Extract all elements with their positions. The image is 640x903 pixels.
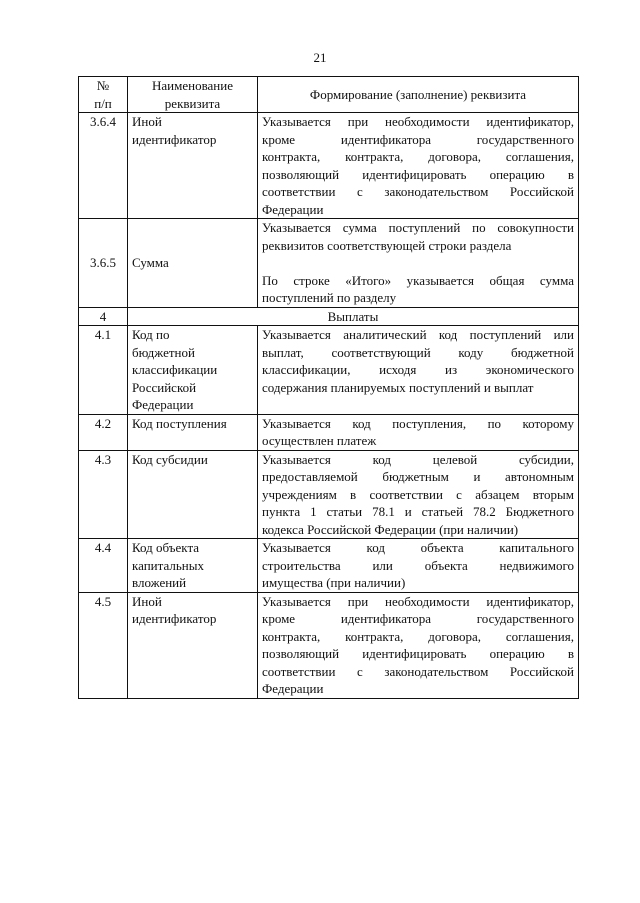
column-header-number-line: № [96, 78, 110, 93]
description-line: кроме идентификатора государственного [262, 611, 574, 626]
requisite-name-line: Сумма [132, 255, 169, 270]
requisite-name [128, 592, 258, 698]
description-line: Федерации [262, 201, 324, 217]
description-line: контракта, контракта, договора, соглашения, [262, 149, 574, 164]
requisite-name [128, 219, 258, 308]
requisite-name-line: Российской [132, 379, 197, 395]
requisite-name-line: идентификатор [132, 131, 217, 147]
description-line: кодекса Российской Федерации (при наличии) [262, 521, 519, 537]
description-line: содержания планируемых поступлений и выплат [262, 379, 534, 395]
requisite-name-line: Иной [132, 114, 162, 129]
requisite-name [128, 450, 258, 539]
row-number: 4.5 [79, 592, 128, 698]
requisite-description [258, 219, 579, 308]
page-number: 21 [313, 50, 327, 65]
table-row [79, 414, 579, 450]
requisite-name-line: классификации [132, 362, 218, 377]
description-line: Указывается при необходимости идентификатор, [262, 114, 574, 129]
requisite-name-line: бюджетной [132, 344, 195, 360]
section-title: Выплаты [128, 307, 579, 326]
row-number: 3.6.5 [79, 219, 128, 308]
description-line: реквизитов соответствующей строки раздела [262, 237, 512, 253]
row-number: 4.2 [79, 414, 128, 450]
row-number: 3.6.4 [79, 113, 128, 219]
table-row [79, 539, 579, 593]
requisite-name [128, 113, 258, 219]
description-line: предоставляемой бюджетным и автономным [262, 469, 574, 484]
requisite-name-line: капитальных [132, 557, 204, 573]
description-line: выплат, соответствующий коду бюджетной [262, 344, 574, 360]
table-row [79, 326, 579, 415]
description-line: осуществлен платеж [262, 433, 377, 448]
description-line: пункта 1 статьи 78.1 и статьей 78.2 Бюджетного [262, 504, 574, 519]
description-line: учреждениям в соответствии с абзацем вторым [262, 486, 574, 502]
column-header-number-line: п/п [94, 95, 112, 111]
row-number: 4 [79, 307, 128, 326]
requisite-name-line: Код объекта [132, 540, 200, 555]
paragraph-gap [262, 254, 574, 272]
requisite-name [128, 414, 258, 450]
requisite-description [258, 539, 579, 593]
requisite-name-line: Иной [132, 593, 162, 609]
description-line: позволяющий идентифицировать операцию в [262, 646, 574, 661]
description-line: контракта, контракта, договора, соглашения, [262, 628, 574, 644]
column-header-description: Формирование (заполнение) реквизита [258, 77, 579, 113]
description-line: Указывается код целевой субсидии, [262, 451, 574, 467]
description-line: Указывается код поступления, по которому [262, 415, 574, 431]
description-line: соответствии с законодательством Российской [262, 663, 574, 679]
description-line: имущества (при наличии) [262, 575, 406, 590]
description-line: поступлений по разделу [262, 290, 397, 305]
description-line: Указывается при необходимости идентификатор, [262, 593, 574, 609]
description-line: Указывается аналитический код поступлений или [262, 327, 574, 342]
table-row [79, 113, 579, 219]
description-line: Указывается сумма поступлений по совокупности [262, 220, 574, 235]
column-header-name [128, 77, 258, 113]
requisite-name-line: вложений [132, 575, 187, 590]
description-line: позволяющий идентифицировать операцию в [262, 166, 574, 182]
requisite-name-line: идентификатор [132, 611, 217, 626]
description-line: По строке «Итого» указывается общая сумма [262, 272, 574, 288]
description-line: строительства или объекта недвижимого [262, 557, 574, 573]
table-body [79, 113, 579, 699]
requisite-description [258, 113, 579, 219]
requisite-description [258, 592, 579, 698]
requisite-name [128, 539, 258, 593]
requisite-name [128, 326, 258, 415]
table-row [79, 219, 579, 308]
row-number: 4.1 [79, 326, 128, 415]
requisite-description [258, 326, 579, 415]
section-row [79, 307, 579, 326]
description-line: классификации, исходя из экономического [262, 362, 574, 377]
column-header-name-line: Наименование [152, 78, 233, 93]
row-number: 4.3 [79, 450, 128, 539]
column-header-number [79, 77, 128, 113]
requisite-name-line: Федерации [132, 397, 194, 412]
table-row [79, 450, 579, 539]
requisite-description [258, 450, 579, 539]
requisites-table [78, 76, 579, 699]
requisite-name-line: Код поступления [132, 415, 227, 431]
description-line: Федерации [262, 681, 324, 696]
column-header-name-line: реквизита [164, 95, 221, 111]
requisite-description [258, 414, 579, 450]
description-line: кроме идентификатора государственного [262, 131, 574, 147]
row-number: 4.4 [79, 539, 128, 593]
requisite-name-line: Код субсидии [132, 451, 208, 467]
table-row [79, 592, 579, 698]
table-header-row [79, 77, 579, 113]
description-line: Указывается код объекта капитального [262, 540, 574, 555]
description-line: соответствии с законодательством Российской [262, 184, 574, 199]
requisite-name-line: Код по [132, 327, 170, 342]
